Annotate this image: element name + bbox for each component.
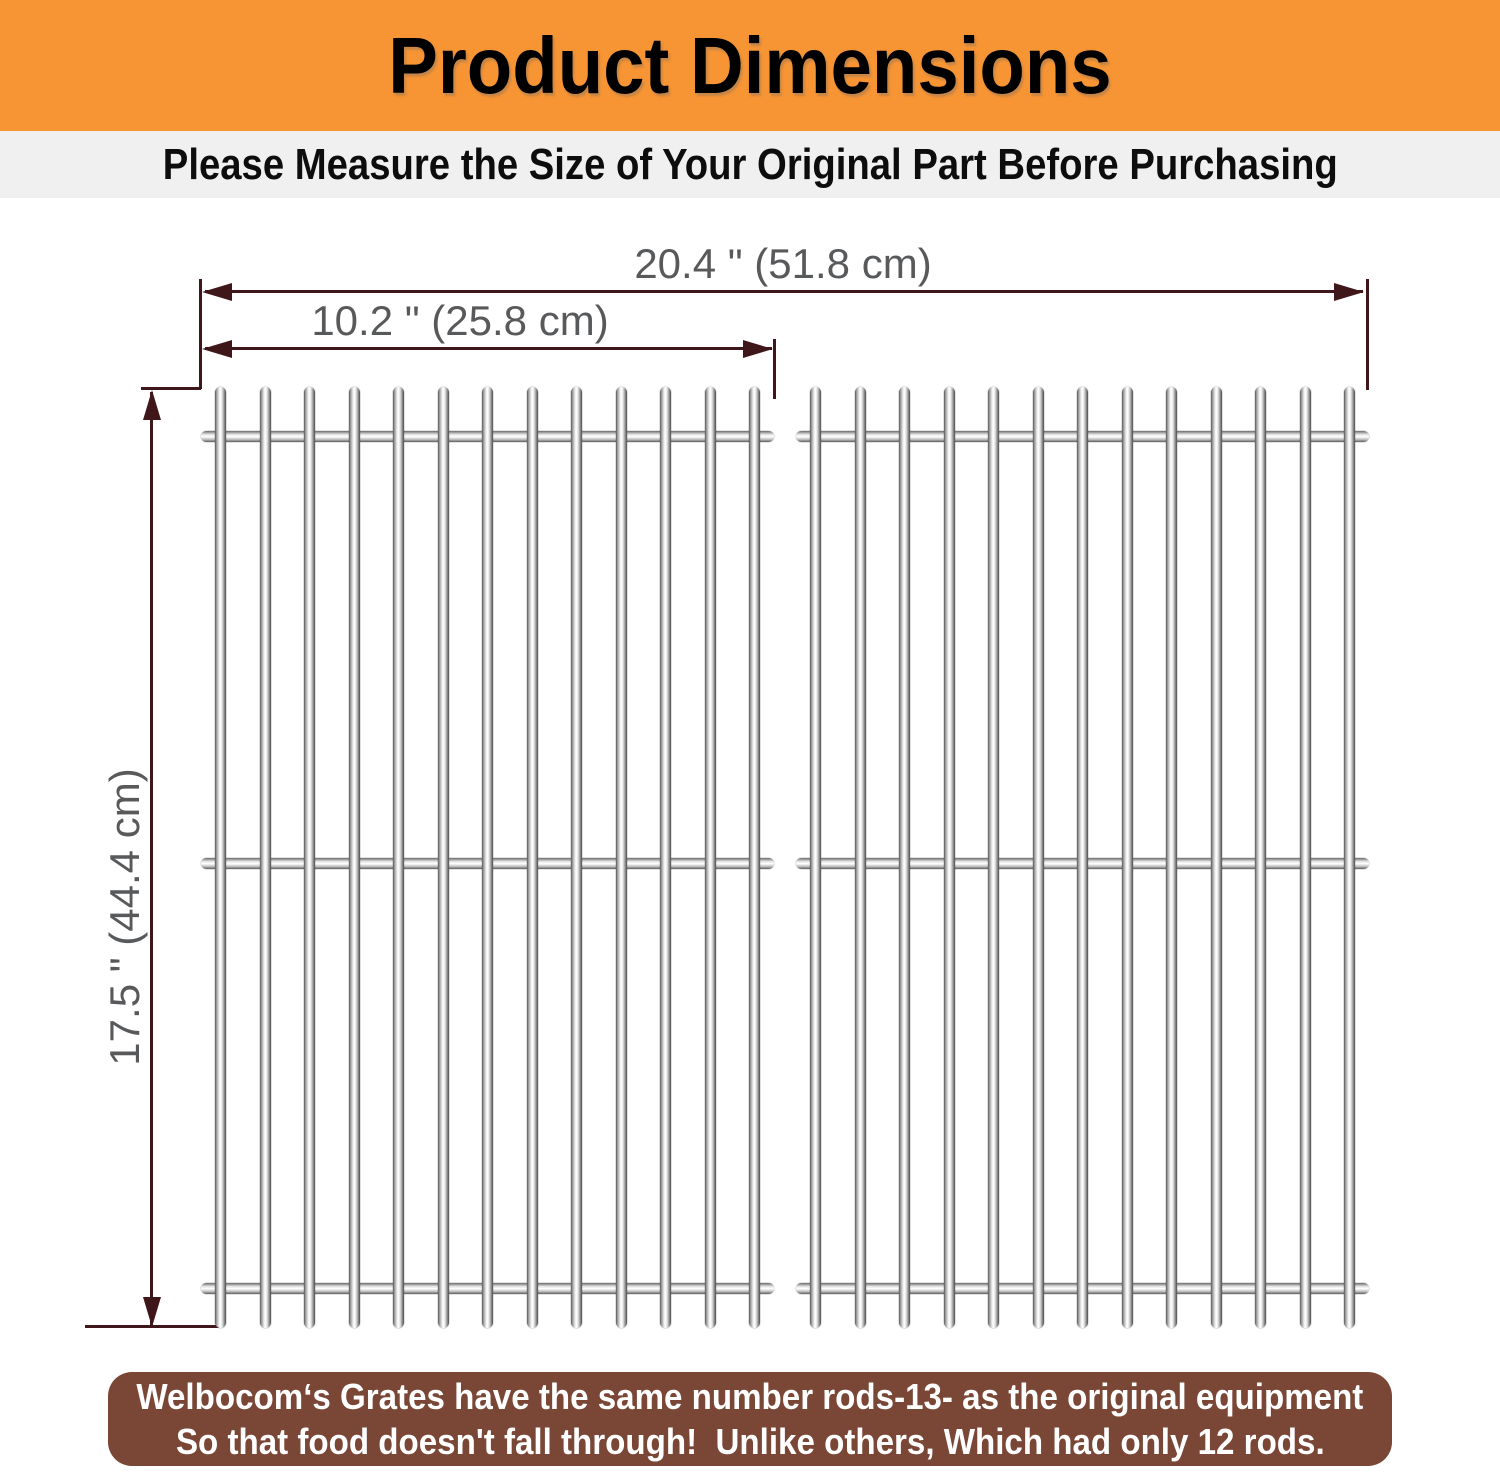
half-width-tick-right [773,339,776,399]
arrow-left-icon [202,340,232,358]
grate-rod [988,387,999,1328]
arrow-up-icon [143,390,161,420]
arrow-right-icon [743,340,773,358]
subtitle-band [0,131,1500,198]
grate-rod [1033,387,1044,1328]
half-width-label: 10.2 " (25.8 cm) [311,297,609,344]
grate-rod [349,387,360,1328]
footer-note-line1: Welbocom‘s Grates have the same number rods-13- as the original equipment [136,1376,1364,1417]
footer-note-box [108,1372,1392,1466]
page-title: Product Dimensions [388,20,1112,110]
grate-rod [304,387,315,1328]
grate-rod [482,387,493,1328]
grate-rod [810,387,821,1328]
arrow-left-icon [202,283,232,301]
grate-rod [855,387,866,1328]
grate-rod [260,387,271,1328]
grate-rod [899,387,910,1328]
grate-rod [1122,387,1133,1328]
header-banner [0,0,1500,131]
grate-rod [944,387,955,1328]
total-width-tick-left [199,279,202,389]
grate-rod [1300,387,1311,1328]
grate-rod [749,387,760,1328]
arrow-down-icon [143,1297,161,1327]
total-width-line [205,290,1363,293]
arrow-right-icon [1334,283,1364,301]
height-tick-bottom [85,1325,220,1328]
grate-rod [1166,387,1177,1328]
total-width-label: 20.4 " (51.8 cm) [634,240,932,287]
grate-rod [527,387,538,1328]
grate-rod [571,387,582,1328]
height-label: 17.5 " (44.4 cm) [101,768,148,1066]
grate-rod [215,387,226,1328]
grill-grate-left [215,387,760,1328]
total-width-tick-right [1366,279,1369,390]
grill-grate-right [810,387,1355,1328]
grate-rod [1211,387,1222,1328]
height-line [150,392,153,1325]
grate-rod [1344,387,1355,1328]
grate-rod [1255,387,1266,1328]
grate-rod [705,387,716,1328]
height-tick-top [141,387,201,390]
footer-note-line2: So that food doesn't fall through! Unlike others, Which had only 12 rods. [175,1421,1325,1462]
grate-rod [660,387,671,1328]
half-width-line [205,347,772,350]
grate-rod [1077,387,1088,1328]
grate-rod [616,387,627,1328]
grate-rod [438,387,449,1328]
grate-rod [393,387,404,1328]
subtitle-text: Please Measure the Size of Your Original Part Before Purchasing [162,139,1338,189]
